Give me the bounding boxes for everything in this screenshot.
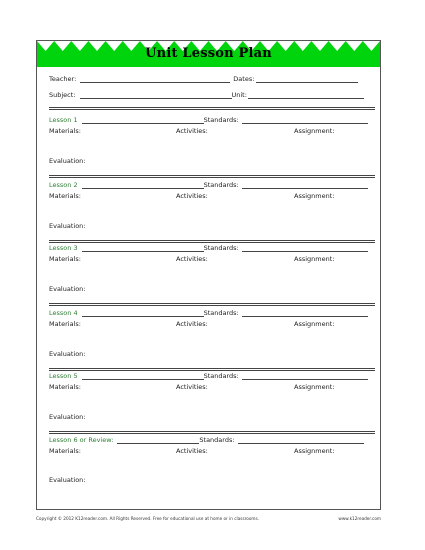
title-banner — [37, 41, 380, 67]
evaluation-label: Evaluation: — [49, 222, 86, 230]
assignment-label: Assignment: — [294, 127, 335, 135]
footer-copyright: Copyright © 2012 K12reader.com. All Rights Reserved. Free for educational use at home or in classrooms. — [36, 516, 260, 521]
dates-label: Dates: — [233, 75, 255, 83]
standards-label: Standards: — [203, 372, 239, 380]
lesson-title-field[interactable] — [82, 374, 204, 380]
standards-label: Standards: — [203, 116, 239, 124]
standards-label: Standards: — [203, 309, 239, 317]
standards-label: Standards: — [203, 244, 239, 252]
materials-label: Materials: — [49, 320, 81, 328]
standards-label: Standards: — [199, 436, 235, 444]
materials-label: Materials: — [49, 192, 81, 200]
lesson-title-field[interactable] — [82, 183, 204, 189]
materials-label: Materials: — [49, 383, 81, 391]
unit-label: Unit: — [231, 91, 247, 99]
subject-field[interactable] — [80, 93, 232, 99]
footer-site[interactable]: www.k12reader.com — [338, 516, 381, 521]
teacher-field[interactable] — [80, 77, 230, 83]
activities-label: Activities: — [176, 255, 208, 263]
standards-field[interactable] — [242, 118, 368, 124]
evaluation-label: Evaluation: — [49, 285, 86, 293]
activities-label: Activities: — [176, 320, 208, 328]
assignment-label: Assignment: — [294, 383, 335, 391]
activities-label: Activities: — [176, 383, 208, 391]
evaluation-label: Evaluation: — [49, 157, 86, 165]
activities-label: Activities: — [176, 192, 208, 200]
page-title: Unit Lesson Plan — [145, 46, 272, 61]
standards-field[interactable] — [242, 311, 368, 317]
assignment-label: Assignment: — [294, 255, 335, 263]
lesson-title-field[interactable] — [82, 246, 204, 252]
header-divider — [49, 107, 375, 110]
lesson-label: Lesson 5 — [49, 372, 78, 380]
lesson-block-2 — [49, 181, 375, 244]
materials-label: Materials: — [49, 447, 81, 455]
assignment-label: Assignment: — [294, 192, 335, 200]
materials-label: Materials: — [49, 255, 81, 263]
lesson-label: Lesson 3 — [49, 244, 78, 252]
lesson-divider — [49, 431, 375, 434]
lesson-title-field[interactable] — [82, 311, 204, 317]
dates-field[interactable] — [256, 77, 358, 83]
activities-label: Activities: — [176, 447, 208, 455]
subject-label: Subject: — [49, 91, 76, 99]
lesson-block-3 — [49, 244, 375, 307]
lesson-divider — [49, 303, 375, 306]
lesson-label: Lesson 4 — [49, 309, 78, 317]
standards-field[interactable] — [242, 374, 368, 380]
lesson-title-field[interactable] — [82, 118, 204, 124]
standards-field[interactable] — [238, 438, 364, 444]
lesson-block-6 — [49, 436, 375, 499]
lesson-title-field[interactable] — [117, 438, 199, 444]
standards-label: Standards: — [203, 181, 239, 189]
evaluation-label: Evaluation: — [49, 350, 86, 358]
standards-field[interactable] — [242, 246, 368, 252]
materials-label: Materials: — [49, 127, 81, 135]
standards-field[interactable] — [242, 183, 368, 189]
assignment-label: Assignment: — [294, 447, 335, 455]
lesson-block-5 — [49, 372, 375, 435]
lesson-block-4 — [49, 309, 375, 372]
evaluation-label: Evaluation: — [49, 476, 86, 484]
activities-label: Activities: — [176, 127, 208, 135]
lesson-plan-sheet — [36, 40, 381, 510]
teacher-dates-row — [49, 75, 358, 83]
assignment-label: Assignment: — [294, 320, 335, 328]
lesson-divider — [49, 240, 375, 243]
subject-unit-row — [49, 91, 364, 99]
lesson-block-1 — [49, 116, 375, 179]
teacher-label: Teacher: — [49, 75, 77, 83]
lesson-label: Lesson 6 or Review: — [49, 436, 114, 444]
unit-field[interactable] — [248, 93, 364, 99]
lesson-divider — [49, 368, 375, 371]
lesson-label: Lesson 1 — [49, 116, 78, 124]
lesson-label: Lesson 2 — [49, 181, 78, 189]
evaluation-label: Evaluation: — [49, 413, 86, 421]
lesson-divider — [49, 175, 375, 178]
